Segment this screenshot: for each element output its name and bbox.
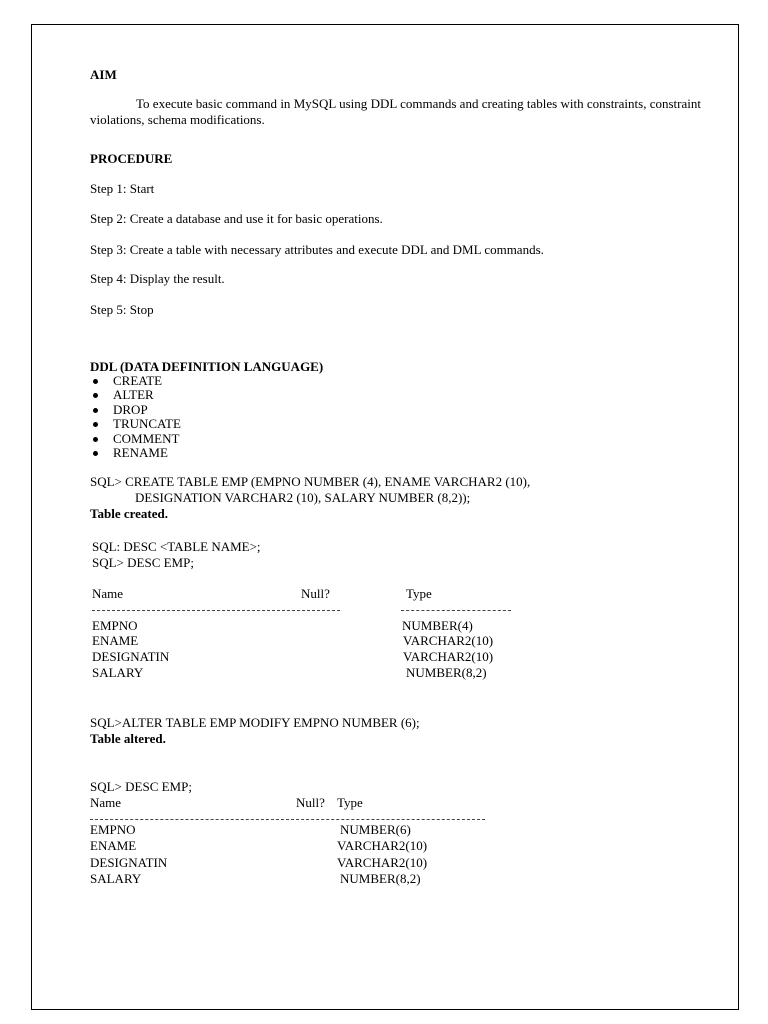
procedure-step-3: Step 3: Create a table with necessary attributes and execute DDL and DML commands. <box>90 242 544 257</box>
table-cell-name: EMPNO <box>90 822 136 837</box>
desc1-header-type: Type <box>406 586 432 601</box>
table-cell-type: VARCHAR2(10) <box>337 838 428 853</box>
bullet-icon <box>93 422 98 427</box>
list-item <box>90 446 181 460</box>
list-item <box>90 417 181 431</box>
table-divider <box>90 819 485 820</box>
list-item <box>90 432 181 446</box>
procedure-step-1: Step 1: Start <box>90 181 155 196</box>
ddl-command-list <box>90 374 181 460</box>
create-sql-line1: SQL> CREATE TABLE EMP (EMPNO NUMBER (4), ENAME VARCHAR2 (10), <box>90 474 531 489</box>
create-result: Table created. <box>90 506 168 521</box>
ddl-heading: DDL (DATA DEFINITION LANGUAGE) <box>90 359 324 374</box>
table-cell-name: EMPNO <box>92 618 138 633</box>
bullet-icon <box>93 437 98 442</box>
bullet-icon <box>93 408 98 413</box>
table-cell-type: VARCHAR2(10) <box>403 633 494 648</box>
table-cell-type: VARCHAR2(10) <box>337 855 428 870</box>
list-item <box>90 403 181 417</box>
desc2-header-type: Type <box>337 795 363 810</box>
procedure-step-4: Step 4: Display the result. <box>90 271 225 286</box>
ddl-command: TRUNCATE <box>113 416 181 432</box>
ddl-command: ALTER <box>113 387 154 403</box>
bullet-icon <box>93 379 98 384</box>
table-cell-name: DESIGNATIN <box>92 649 170 664</box>
create-sql-line2: DESIGNATION VARCHAR2 (10), SALARY NUMBER (8,2)); <box>135 490 471 505</box>
table-cell-name: ENAME <box>90 838 137 853</box>
table-cell-type: NUMBER(6) <box>340 822 411 837</box>
ddl-command: RENAME <box>113 444 168 460</box>
table-divider <box>92 610 340 611</box>
bullet-icon <box>93 451 98 456</box>
desc2-header-null: Null? <box>296 795 325 810</box>
aim-text: To execute basic command in MySQL using DDL commands and creating tables with constraints, constraint violations, schema modifications. <box>90 96 701 127</box>
list-item <box>90 388 181 402</box>
table-cell-name: SALARY <box>92 665 144 680</box>
table-cell-type: NUMBER(8,2) <box>406 665 487 680</box>
table-cell-name: DESIGNATIN <box>90 855 168 870</box>
desc-syntax: SQL: DESC <TABLE NAME>; <box>92 539 261 554</box>
alter-sql: SQL>ALTER TABLE EMP MODIFY EMPNO NUMBER (6); <box>90 715 420 730</box>
alter-result: Table altered. <box>90 731 166 746</box>
table-cell-type: VARCHAR2(10) <box>403 649 494 664</box>
aim-heading: AIM <box>90 67 117 82</box>
desc1-command: SQL> DESC EMP; <box>92 555 194 570</box>
table-divider <box>401 610 511 611</box>
desc2-header-name: Name <box>90 795 122 810</box>
procedure-step-2: Step 2: Create a database and use it for basic operations. <box>90 211 383 226</box>
ddl-command: CREATE <box>113 373 163 388</box>
table-cell-type: NUMBER(4) <box>402 618 473 633</box>
desc1-header-null: Null? <box>301 586 330 601</box>
ddl-command: COMMENT <box>113 430 180 446</box>
table-cell-type: NUMBER(8,2) <box>340 871 421 886</box>
desc1-header-name: Name <box>92 586 124 601</box>
procedure-step-5: Step 5: Stop <box>90 302 154 317</box>
procedure-heading: PROCEDURE <box>90 151 173 166</box>
table-cell-name: ENAME <box>92 633 139 648</box>
desc2-command: SQL> DESC EMP; <box>90 779 192 794</box>
list-item <box>90 374 181 388</box>
table-cell-name: SALARY <box>90 871 142 886</box>
bullet-icon <box>93 393 98 398</box>
ddl-command: DROP <box>113 401 148 417</box>
